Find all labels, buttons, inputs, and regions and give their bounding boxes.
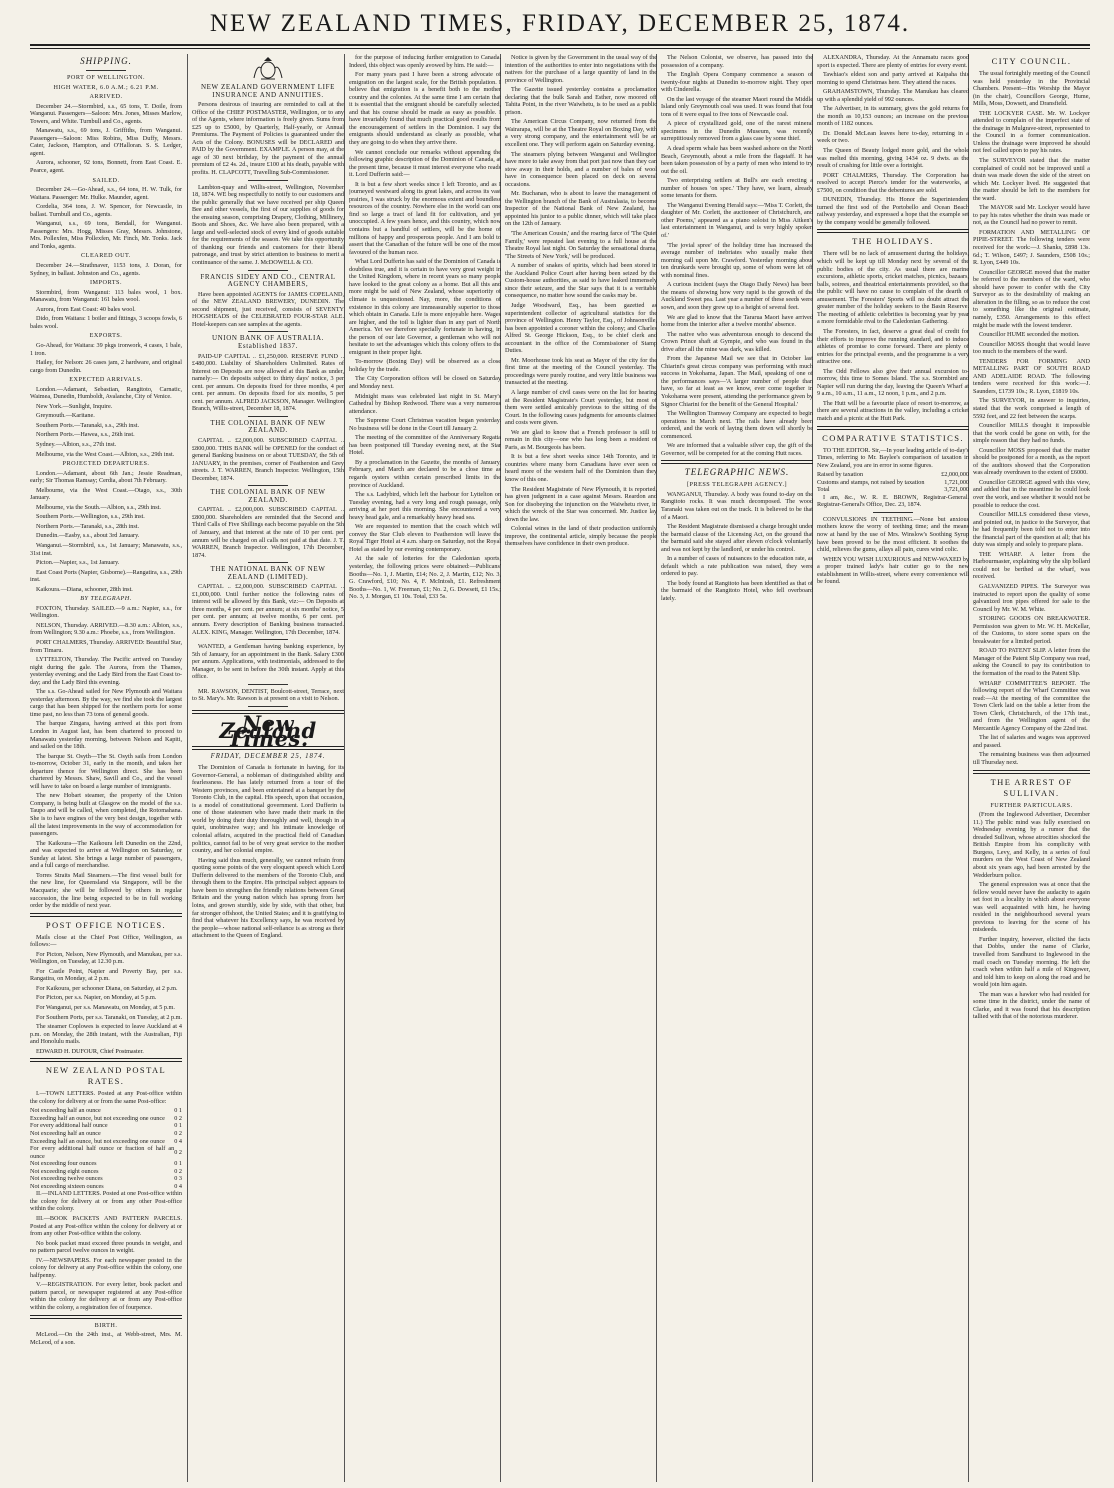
rate-price: 0 1: [174, 1122, 182, 1130]
council-paragraph: Councillor GEORGE agreed with this view, and added that in the meantime he could look over the work, and see whether it would not be possible to reduce the cost.: [973, 478, 1090, 509]
post-notice: For Southern Ports, per s.s. Taranaki, on Tuesday, at 2 p.m.: [36, 1013, 182, 1021]
news-paragraph: The Nelson Colonist, we observe, has passed into the possession of a company.: [661, 54, 813, 69]
telegraph-entry: PORT CHALMERS, Thursday. ARRIVED: Beautiful Star, from Timaru.: [30, 639, 182, 654]
telegraph-entry: LYTTELTON, Thursday. The Pacific arrived on Tuesday night during the gale. The Aurora, from the Thames, yesterday evening; and the Lady Bird from the East Coast to-day; and the Lady Bird this evening.: [30, 656, 182, 686]
imports-heading: IMPORTS.: [90, 279, 122, 287]
advertisement-heading: THE COLONIAL BANK OF NEW ZEALAND.: [210, 488, 326, 504]
sailed-heading: SAILED.: [92, 176, 120, 184]
news-paragraph: For many years past I have been a strong advocate of emigration on the largest scale, for the British population. I believe that emigration is a benefit both to the mother country and the colonies. At the same time I am certain that it is essential that the emigrant should be carefully selected, and that his course should be made as easy as possible. I have invariably found that much practical good results from the encouragement of settlers in the Dominion. I say the emigrants should understand as clearly as possible, what they are going to do when they arrive there.: [349, 71, 501, 147]
telegram-paragraph: The Advertiser, in its summary, gives the gold returns for the month as 10,153 ounces; an increase on the previous month of 1182 ounces.: [817, 105, 969, 128]
import-entry: Stormbird, from Wanganui: 113 bales wool, 1 box. Manawatu, from Wanganui: 161 bales wool.: [30, 288, 182, 304]
divider: [86, 70, 126, 71]
news-paragraph: The Wellington Tramway Company are expected to begin operations in March next. The rails have already been ordered, and the work of laying them down will shortly be commenced.: [661, 410, 813, 440]
expected-entry: Southern Ports.—Taranaki, s.s., 29th inst.: [36, 421, 140, 429]
rate-row: [30, 1183, 182, 1191]
holidays-heading: THE HOLIDAYS.: [852, 236, 934, 247]
leading-article: [192, 764, 344, 940]
telegraph-list: [30, 605, 182, 686]
news-paragraph: What Lord Dufferin has said of the Dominion of Canada is doubtless true, and it is certain to have very great weight in the United Kingdom, where in recent years so many people have looked to the great colony as a home. But all this and more might be said of New Zealand, whose superiority of climate is unquestioned. Nay, more, the conditions of existence in this colony are immeasurably superior to those which obtain in Canada. Life is more enjoyable here. Wages are higher, and the toil is lighter than in any part of North America. Yet we therefore specially fortunate in having, in the person of our late Governor, a gentleman who will not hesitate to set the advantages which this colony offers to the emigrant in their proper light.: [349, 258, 501, 356]
council-paragraph: The SURVEYOR, in answer to inquiries, stated that the work comprised a length of 5592 feet, and 22 feet between the scarps.: [973, 397, 1090, 420]
council-paragraph: THE LOCKYER CASE. Mr. W. Lockyer attended to complain of the imperfect state of the drainage in Mulgrave-street, represented to the Council in a former communication. Unless the drainage were improved he should not feel called upon to pay his rates.: [973, 109, 1090, 155]
rate-price: 0 1: [174, 1107, 182, 1115]
holidays-paragraph: The Foresters, in fact, deserve a great deal of credit for their efforts to improve the running standard, and to induce athletes of promise to come forward. There are plenty of entries for the principal events, and the programme is a very attractive one.: [817, 327, 969, 366]
rate-price: 0 2: [174, 1114, 182, 1122]
holidays-paragraph: The Hutt will be a favourite place of resort to-morrow, as there are several attractions in the valley, including a cricket match and a picnic at the Hutt Park.: [817, 399, 969, 422]
council-paragraph: GALVANIZED PIPES. The Surveyor was instructed to report upon the quality of some galvanized iron pipes offered for sale to the Council by Mr. W. M. White.: [973, 583, 1090, 613]
arrest-article: [973, 811, 1090, 1021]
rates-note: IV.—NEWSPAPERS. For each newspaper posted in the colony for delivery at any Post-office within the colony, one halfpenny.: [30, 1256, 182, 1279]
rate-item: Not exceeding half an ounce: [30, 1129, 101, 1137]
advertisement-body: CAPITAL .. £2,000,000. SUBSCRIBED CAPITAL .. £1,000,000. Until further notice the following rates of interest will be allowed by this Bank, viz:— On Deposits at three months, 4 per cent. per annum; at six months' notice, 5 per cent. per annum; at twelve months, 6 per cent. per annum. Every description of Banking business transacted. ALEX. KING, Manager. Wellington, 17th December, 1874.: [192, 583, 344, 636]
press-agency: [PRESS TELEGRAPH AGENCY.]: [686, 481, 788, 489]
departure-entry: Northern Ports.—Taranaki, s.s., 28th inst.: [36, 522, 140, 530]
rate-item: For every additional half ounce or fraction of half an ounce: [30, 1145, 175, 1160]
rate-row: [30, 1175, 182, 1183]
editorial-continued: [349, 54, 501, 601]
rate-row: [30, 1145, 182, 1160]
news-paragraph: The Supreme Court Christmas vacation began yesterday. No business will be done in the Court till January 2.: [349, 417, 501, 432]
postal-rates-table: [30, 1107, 182, 1190]
news-paragraph: 'The American Cousin,' and the roaring farce of 'The Quiet Family,' were repeated last evening to a full house at the Theatre Royal last night. On Saturday the sensational drama, 'The Streets of New York,' will be produced.: [505, 230, 657, 260]
news-paragraph: It is but a few short weeks since 14th Toronto, and in countries where many born Canadians have ever seen or heard more of the western half of the Dominion than they know of this one.: [505, 453, 657, 483]
column-divider: [344, 54, 345, 1482]
council-paragraph: Councillor GEORGE moved that the matter be referred to the members of the ward, who should have power to confer with the City Surveyor as to the desirability of making an alteration in the filling, so as to reduce the cost to something like the original estimate, namely, £350. Arrangements to this effect might be made with the lowest tenderer.: [973, 268, 1090, 329]
divider: [248, 684, 288, 685]
expected-entry: Melbourne, via the West Coast.—Albion, s.s., 29th inst.: [36, 450, 175, 458]
statistics-row: [817, 486, 969, 494]
statistics-value: 1,721,000: [944, 478, 969, 486]
arrived-list: [30, 103, 182, 175]
telegram-paragraph: GRAHAMSTOWN, Thursday. The Manukau has cleared up with a splendid yield of 992 ounces.: [817, 88, 969, 103]
departure-entry: East Coast Ports (Napier, Gisborne).—Rangatira, s.s., 29th inst.: [30, 568, 182, 584]
advertisement-heading: UNION BANK OF AUSTRALIA. Established 1837.: [211, 334, 324, 350]
divider: [248, 639, 288, 640]
rates-note: V.—REGISTRATION. For every letter, book packet and pattern parcel, or newspaper registered at any Post-office within the colony for delivery at or from any Post-office within the colony, a registration fee of fourpence.: [30, 1281, 182, 1312]
news-paragraph: We are glad to know that a French professor is still to remain in this city—one who has long been a resident of Paris, as M. Bourgeois has been.: [505, 428, 657, 451]
council-paragraph: Councillor MILLS thought it impossible that the work could be gone on with, for the simple reason that they had no funds.: [973, 422, 1090, 445]
arrest-heading: THE ARREST OF SULLIVAN.: [990, 776, 1073, 798]
rate-item: Not exceeding half an ounce: [30, 1107, 101, 1115]
advertisement-body: PAID-UP CAPITAL .. £1,250,000. RESERVE FUND .. £480,000. Liability of Shareholders Unlimited. Rates of Interest on Deposits are now allowed at this Bank as under, namely:— On deposits subject to thirty days' notice, 3 per cent. per annum. On deposits fixed for three months, 4 per cent. per annum. On deposits fixed for six months, 5 per cent. per annum. ALFRED JACKSON, Manager. Wellington Branch, Willis-street, December 18, 1874.: [192, 352, 344, 413]
newspaper-masthead: NEW ZEALAND TIMES, FRIDAY, DECEMBER 25, 1874.: [209, 10, 911, 37]
rate-item: For every additional half ounce: [30, 1122, 108, 1130]
column-1: [30, 54, 182, 1482]
news-paragraph: 'The jovial spree' of the holiday time has increased the average number of inebriates who usually make their morning call upon Mr. Crawford. Yesterday morning about ten drunkards were brought up, some of whom were let off with nominal fines.: [661, 241, 813, 279]
advertisement-heading: THE COLONIAL BANK OF NEW ZEALAND.: [210, 418, 326, 435]
council-paragraph: Councillor MOSS proposed that the matter should be postponed for a month, as the report of the auditors showed that the Corporation was already overdrawn to the extent of £6000.: [973, 446, 1090, 477]
expected-heading: EXPECTED ARRIVALS.: [69, 376, 143, 384]
news-paragraph: We are informed that a valuable silver cup, the gift of the Governor, will be competed for at the coming Hutt races.: [661, 442, 813, 457]
divider: [248, 562, 288, 563]
birth-notice: McLeod.—On the 24th inst., at Webb-street, Mrs. M. McLeod, of a son.: [30, 1331, 182, 1346]
divider: [248, 331, 288, 332]
port-heading: PORT OF WELLINGTON.: [66, 74, 146, 81]
departure-entry: Kaikoura.—Diana, schooner, 28th inst.: [36, 585, 133, 593]
post-notice: For Picton, Nelson, New Plymouth, and Manukau, per s.s. Wellington, on Tuesday, at 12.30 p.m.: [30, 950, 182, 966]
city-council-report: [973, 70, 1090, 767]
arrival-entry: Aurora, schooner, 92 tons, Bonnett, from East Coast. E. Pearce, agent.: [30, 159, 182, 175]
rate-price: 0 2: [174, 1129, 182, 1137]
exports-list: [30, 342, 182, 374]
divider: [248, 485, 288, 486]
news-paragraph: A curious incident (says the Otago Daily News) has been the means of showing how very rapid is the growth of the Auckland Sweet pea. Last year a number of these seeds were sown, and soon they grew up to a height of several feet.: [661, 281, 813, 311]
projected-heading: PROJECTED DEPARTURES.: [62, 460, 150, 468]
advertisement-body: WANTED, a Gentleman having banking experience, by 5th of January, for an appointment in the Bank. Salary £300 per annum. Applications, with testimonials, addressed to the Manager, to be sent in before the 30th instant. Apply at this office.: [192, 643, 344, 681]
notice-paragraph: CONVULSIONS IN TEETHING.—None but anxious mothers know the worry of teething time; and the means now at hand by the use of Mrs. Winslow's Soothing Syrup have been proved to be the most efficient. It soothes the child, relieves the gums, allays all pain, cures wind colic.: [817, 515, 969, 554]
notice-paragraph: WHEN YOU WISH LUXURIOUS and NEW-WAXED by a proper trained lady's hair cutter go to the new establishment in Willis-street, where every convenience will be found.: [817, 555, 969, 586]
news-paragraph: The native who was adventurous enough to descend the Crown Prince shaft at Gympie, and who was found in the drive after all the mine was dark, was killed.: [661, 330, 813, 353]
council-paragraph: TENDERS FOR FORMING AND METALLING PART OF SOUTH ROAD AND ADELAIDE ROAD. The following tenders were received for this work:—J. Saunders, £1739 10s.; R. Lyon, £1819 10s.: [973, 357, 1090, 395]
news-paragraph: The City Corporation offices will be closed on Saturday and Monday next.: [349, 375, 501, 390]
advertisement-heading: FRANCIS SIDEY AND CO., CENTRAL AGENCY CHAMBERS,: [200, 272, 336, 289]
divider: [873, 512, 913, 513]
expected-list: [30, 386, 182, 458]
news-items: [661, 54, 813, 457]
telegram-paragraph: In a number of cases of nuisances to the education rate, as default which a rate publication was raised, they were ordered to pay.: [661, 555, 813, 578]
column-4: [505, 54, 657, 1482]
city-council-heading: CITY COUNCIL.: [991, 56, 1072, 66]
advertisement-body: Have been appointed AGENTS for JAMES COPELAND, of the NEW ZEALAND BREWERY, DUNEDIN. The second shipment, just received, consists of SEVENTY HOGSHEADS of the CELEBRATED FOUR-STAR ALE. Hotel-keepers can see samples at the agents.: [192, 290, 344, 328]
news-paragraph: A number of snakes of spirits, which had been stored in the Auckland Police Court after having been seized by the Custom-house authorities, as said to have leaked immensely since their seizure, and the Star says that it is a veritable consequence, no matter how sound the casks may be.: [505, 262, 657, 300]
column-6: [817, 54, 969, 1482]
statistics-item: Raised by taxation: [817, 471, 864, 479]
rate-price: 0 4: [174, 1137, 182, 1145]
notices: [817, 516, 969, 586]
advertisement: [192, 335, 344, 416]
advertisement: [192, 489, 344, 563]
projected-list: [30, 470, 182, 594]
masthead-rule: [30, 44, 1090, 46]
holidays-paragraph: The Odd Fellows also give their annual excursion to-morrow, this time to Somes Island. The s.s. Stormbird and Napier will run during the day, leaving the Queen's Wharf at 9 a.m., 10 a.m., 11 a.m., 12 noon, 1 p.m., and 2 p.m.: [817, 367, 969, 398]
divider: [248, 706, 288, 707]
divider: [248, 416, 288, 417]
statistics-table: [817, 471, 969, 494]
council-paragraph: Councillor HUME seconded the motion.: [979, 331, 1080, 339]
departure-entry: Melbourne, via the South.—Albion, s.s., 29th inst.: [36, 503, 161, 511]
news-paragraph: We are glad to know that the Tararua Maori have arrived home from the interior after a twelve months' absence.: [661, 313, 813, 329]
export-entry: Go-Ahead, for Waitara: 39 pkgs ironwork, 4 cases, 1 bale, 1 iron.: [30, 341, 182, 357]
rates-note: No book packet must exceed three pounds in weight, and no pattern parcel twelve ounces in weight.: [30, 1239, 182, 1255]
news-paragraph: From the Japanese Mail we see that in October last Chiarini's great circus company was performing with much success in Yokohama, Japan. The Mail, speaking of one of the performances says—'A larger number of people than have, so far at least as we know, ever come together in Yokohama were present, attending the performance given by Signor Chiarini for the benefit of the General Hospital.': [661, 355, 813, 408]
arrival-entry: Manawatu, s.s., 69 tons, J. Griffiths, from Wanganui. Passengers—Saloon: Miss Robins, Miss Duffy, Messrs. Cater, Jackson, Hampton, and O'Halloran. S. S. Ledger, agent.: [30, 127, 182, 157]
divider: [248, 180, 288, 181]
divider: [30, 1315, 182, 1319]
news-paragraph: The English Opera Company commence a season of twenty-four nights at Dunedin to-morrow night. They open with Cinderella.: [661, 71, 813, 94]
advertisement: [192, 420, 344, 486]
exports-heading: EXPORTS.: [89, 332, 123, 340]
export-entry: Hailey, for Nelson: 26 cases jam, 2 hardware, and original cargo from Dunedin.: [30, 359, 182, 374]
divider: [248, 270, 288, 271]
council-paragraph: Councillor MOSS thought that would leave too much to the members of the ward.: [973, 340, 1090, 356]
cleared-list: [30, 262, 182, 277]
statistics-item: Customs and stamps, not raised by taxation: [817, 478, 925, 486]
editorial-dateline: FRIDAY, DECEMBER 25, 1874.: [210, 752, 326, 760]
expected-entry: New York.—Sunlight, Inquire.: [36, 402, 113, 410]
divider: [661, 460, 813, 464]
council-paragraph: The remaining business was then adjourned till Thursday next.: [973, 751, 1090, 767]
shipping-news-item: The new Hobart steamer, the property of the Union Company, is being built at Glasgow on the model of the s.s. Taupo and will be called, when completed, the Rotomahana. She is to have engines of the very best design, together with all the latest improvements in the way of accommodation for passengers.: [30, 792, 182, 838]
rate-item: Exceeding half an ounce, but not exceeding one ounce: [30, 1114, 165, 1122]
news-paragraph: Midnight mass was celebrated last night in St. Mary's Cathedral by Bishop Redwood. There was a very numerous attendance.: [349, 392, 501, 415]
departure-entry: Dunedin.—Easby, s.s., about 3rd January.: [36, 532, 140, 540]
arrival-entry: December 24.—Stormbird, s.s., 65 tons, T. Doile, from Wanganui. Passengers—Saloon: Mrs. Jones, Misses Marlow, Towers, and White. Turnbull and Co., agents.: [30, 102, 182, 125]
rate-row: [30, 1160, 182, 1168]
statistics-value: £2,000,000: [941, 471, 969, 479]
rate-price: 0 3: [174, 1175, 182, 1183]
departure-entry: London.—Adamant, about 6th Jan.; Jessie Readman, early; Sir Thomas Ramsay; Cerdia, about 7th February.: [30, 469, 182, 485]
advertisements: [192, 84, 344, 707]
advertisement: [192, 184, 344, 271]
masthead-rule-thin: [30, 48, 1090, 49]
post-notice: For Kaikoura, per schooner Diana, on Saturday, at 2 p.m.: [36, 984, 178, 992]
sailing-entry: Wanganui, s.s., 69 tons, Bendall, for Wanganui. Passengers: Mrs. Hogg, Misses Gray, Messrs. Johnstone, Mrs. Pollexfen, Miss Pollexfen, Mr. Finch, Mr. Tonks. Jack and Tonks, agents.: [30, 220, 182, 250]
council-paragraph: WHARF COMMITTEE'S REPORT. The following report of the Wharf Committee was read:—At the meeting of the committee the Town Clerk laid on the table a letter from the Town Clerk, Christchurch, of the 17th inst., and from the Wellington agent of the Mercantile Agency Company of the 22nd inst.: [973, 679, 1090, 732]
advertisement: [192, 643, 344, 685]
shipping-heading: SHIPPING.: [80, 56, 132, 66]
advertisement-body: CAPITAL .. £2,000,000. SUBSCRIBED CAPITAL .. £800,000. Shareholders are reminded that the Second and Third Calls of Five Shillings each become payable on the 5th of January, and that interest at the rate of 10 per cent. per annum will be charged on all calls not paid at that date. J. T. WARREN, Branch Inspector. Wellington, 17th December, 1874.: [192, 506, 344, 559]
advertisement: [192, 274, 344, 333]
sailing-entry: December 24.—Go-Ahead, s.s., 64 tons, H. W. Tulk, for Waitara. Passenger: Mr. Hulke. Maunder, agent.: [30, 186, 182, 201]
newspaper-nameplate: New Zealand Times.: [219, 710, 317, 752]
column-7: [973, 54, 1090, 1482]
sailing-entry: Cordelia, 364 tons, J. W. Spencer, for Newcastle, in ballast. Turnbull and Co., agents.: [30, 203, 182, 218]
column-2: [192, 54, 344, 1482]
telegraphic-news-heading: TELEGRAPHIC NEWS.: [684, 467, 790, 478]
import-entry: Aurora, from East Coast: 40 bales wool.: [36, 305, 136, 313]
news-paragraph: Mr. Buchanan, who is about to leave the management of the Wellington branch of the Bank of Australasia, to become Inspector of the National Bank of New Zealand, has appointed his junior to a public dinner, which will take place on the 12th of January.: [505, 190, 657, 228]
statistics-row: [817, 479, 969, 487]
departure-entry: Picton.—Napier, s.s., 1st January.: [36, 559, 120, 567]
rate-item: Not exceeding four ounces: [30, 1160, 97, 1168]
divider: [30, 1058, 182, 1062]
arrest-subheading: FURTHER PARTICULARS.: [990, 801, 1073, 809]
advertisement: [192, 688, 344, 707]
royal-crest-icon: [249, 56, 287, 82]
arrest-paragraph: The man was a hawker who had resided for some time in the district, under the name of Clarke, and it was found that his description tallied with that of the notorious murderer.: [973, 990, 1090, 1021]
news-paragraph: The meeting of the committee of the Anniversary Regatta has been postponed till Tuesday evening next, at the Star Hotel.: [349, 434, 501, 457]
advertisement-body: CAPITAL .. £2,000,000. SUBSCRIBED CAPITAL .. £800,000. THIS BANK will be OPENED for the conduct of general Banking business on or about TUESDAY, the 5th of JANUARY, in the premises, corner of Featherston and Grey streets. J. T. WARREN, Branch Inspector. Wellington, 15th December, 1874.: [192, 436, 344, 482]
shipping-news-item: The barque Zingara, having arrived at this port from London in August last, has been chartered to proceed to Manawatu yesterday morning, between Nelson and Kapiti, and sailed on the 18th.: [30, 720, 182, 751]
departure-entry: Melbourne, via the West Coast.—Otago, s.s., 30th January.: [30, 486, 182, 502]
statistics-row: [817, 471, 969, 479]
council-paragraph: FORMATION AND METALLING OF PIPIE-STREET. The following tenders were received for the work:—J. Shanks, £898 13s. 6d.; T. Wilson, £497; J. Saunders, £508 10s.; R. Lyon, £449 10s.: [973, 228, 1090, 267]
news-paragraph: It is but a few short weeks since I left Toronto, and as I journeyed westward along its great lakes, and across its vast prairies, I was struck by the enormous extent and boundless resources of the country. Nowhere else in the world can one find so large a tract of land fit for cultivation, and yet unoccupied. A few years hence, and this country, which now contains but a handful of settlers, will be the home of millions of happy and prosperous people. And I am bold to assert that the Canadian of the future will be one of the most favoured of the human race.: [349, 180, 501, 256]
telegraphic-news: [661, 491, 813, 603]
expected-entry: Northern Ports.—Hawea, s.s., 26th inst.: [36, 431, 135, 439]
holidays-paragraph: There will be no lack of amusement during the holidays, which will be kept up till Monday next by several of the public bodies of the city. As usual there are marine excursions, athletic sports, cricket matches, picnics, bazaars, balls, soirees, and theatrical entertainments provided, so that the public will have no cause to complain of the dearth of amusement. The Foresters' Sports will no doubt attract the greater number of the holiday seekers to the Basin Reserve. The meeting of athletic celebrities is becoming year by year a more formidable rival to the Caledonian Gathering.: [817, 250, 969, 326]
expected-entry: Greymouth.—Karitane.: [36, 412, 95, 420]
comparative-statistics-heading: COMPARATIVE STATISTICS.: [822, 432, 964, 443]
rate-row: [30, 1107, 182, 1115]
imports-list: [30, 289, 182, 331]
rate-price: 0 2: [174, 1167, 182, 1175]
high-water: HIGH WATER, 6.0 A.M.; 6.21 P.M.: [53, 83, 159, 91]
expected-entry: London.—Adamant, Sebastian, Rangitoto, Carnatic, Waimea, Dunedin, Humboldt, Avalanche, City of Venice.: [30, 385, 182, 401]
rates-note: II.—INLAND LETTERS. Posted at one Post-office within the colony for delivery at or from any other Post-office within the colony.: [30, 1190, 182, 1213]
rate-row: [30, 1115, 182, 1123]
council-paragraph: THE WHARF. A letter from the Harbourmaster, explaining why the slip bollard could not be berthed at the wharf, was received.: [973, 550, 1090, 581]
news-paragraph: We cannot conclude our remarks without appending the following graphic description of the Dominion of Canada, at the present time, because it must interest everyone who reads it. Lord Dufferin said:—: [349, 148, 501, 179]
telegraph-entry: FOXTON, Thursday. SAILED.—9 a.m.: Napier, s.s., for Wellington.: [30, 604, 182, 620]
news-paragraph: Colonial wines in the land of their production uniformly improve, the continental article, simply because the people themselves have confidence in their own produce.: [505, 525, 657, 548]
post-notice: For Wanganui, per s.s. Manawatu, on Monday, at 5 p.m.: [36, 1003, 175, 1011]
comparative-signature: I am, &c., W. R. E. BROWN, Registrar-General. Registrar-General's Office, Dec. 23, 1874.: [817, 493, 969, 509]
arrest-paragraph: The general expression was at once that the fellow would never have the audacity to again set foot in a locality in which about everyone was well acquainted with him, he having resided in the neighbourhood several years previous to leaving for the scene of his misdeeds.: [973, 881, 1090, 934]
post-notice: EDWARD H. DUFOUR, Chief Postmaster.: [36, 1047, 144, 1055]
rate-item: Not exceeding twelve ounces: [30, 1175, 103, 1183]
news-paragraph: The steamers plying between Wanganui and Wellington have more to take away from that port just now than they can stow away in their holds, and a number of bales of wool have in consequence been placed on deck on several occasions.: [505, 150, 657, 188]
telegram-paragraph: The Queen of Beauty lodged more gold, and the whole was melted this morning, giving 1434 oz. 9 dwts. as the result of crushing for little over a fortnight.: [817, 147, 969, 170]
news-paragraph: for the purpose of inducing further emigration to Canada. Indeed, this object was openly avowed by him. He said:—: [349, 54, 501, 69]
divider: [30, 913, 182, 917]
advertisement: [192, 566, 344, 640]
rate-price: 0 2: [174, 1148, 182, 1156]
rates-note: III.—BOOK PACKETS AND PATTERN PARCELS. Posted at any Post-office within the colony for delivery at or from any other Post-office within the colony.: [30, 1215, 182, 1238]
advertisement-body: Persons desirous of insuring are reminded to call at the Office of the CHIEF POSTMASTER, Wellington, or to any of the Agents, where information is freely given. Sums from £25 up to £5000, by Quarterly, Half-yearly, or Annual Premiums. The Payment of Policies is guaranteed under the Acts of the Colony. BONUSES will be DECLARED and PAID by the Government. EXAMPLE. A person may, at the age of 30 next birthday, by the payment of the annual premium of £2 4s. 2d., insure £100 at his death, payable with profits. H. CLAPCOTT, Travelling Sub-Commissioner.: [192, 101, 344, 177]
shipping-news-item: The Kaikoura—The Kaikoura left Dunedin on the 22nd, and was expected to arrive at Wellington on Saturday, or Sunday at latest. She brings a large number of passengers, and a full cargo of merchandise.: [30, 839, 182, 870]
post-office-heading: POST OFFICE NOTICES.: [45, 919, 167, 930]
telegram-paragraph: DUNEDIN, Thursday. His Honor the Superintendent turned the first sod of the Portobello and Ocean Beach railway yesterday, and expressed a hope that the example set by the company would be generally followed.: [817, 196, 969, 226]
news-paragraph: The Resident Magistrate of New Plymouth, it is reported, has given judgment in a case against Messrs. Reardon and Son for disobeying the injunction on the Waiwhetu river, in which the wreck of the Star was concerned. Mr. Justice lay down the law.: [505, 485, 657, 523]
column-3: [349, 54, 501, 1482]
cleared-entry: December 24.—Strathnaver, 1153 tons, J. Doran, for Sydney, in ballast. Johnston and Co., agents.: [30, 262, 182, 277]
rate-row: [30, 1138, 182, 1146]
arrest-paragraph: Further inquiry, however, elicited the facts that Dobbs, under the name of Clarke, travelled from Sandhurst to Inglewood in the mail coach on Tuesday morning. He left the coach when within half a mile of Kingower, and told him to keep on along the road and he would join him again.: [973, 935, 1090, 989]
departure-entry: Southern Ports.—Wellington, s.s., 29th inst.: [36, 513, 145, 521]
telegram-paragraph: PORT CHALMERS, Thursday. The Corporation has resolved to accept Pierce's tender for the waterworks, at £7500, on condition that the debentures are sold.: [817, 171, 969, 194]
news-paragraph: A dead sperm whale has been washed ashore on the North Beach, Greymouth, about a mile from the flagstaff. It has been taken possession of by a party of men who intend to try out the oil.: [661, 145, 813, 175]
council-paragraph: Councillor MILLS considered these views, and pointed out, in justice to the Surveyor, that he had frequently been told not to enter into the financial part of the question at all; that his duty was simply and solely to prepare plans.: [973, 511, 1090, 549]
news-paragraph: The American Circus Company, now returned from the Wairarapa, will be at the Theatre Royal on Boxing Day, with a very strong company, and the entertainment will be an excellent one. They will perform again on Saturday evening.: [505, 118, 657, 149]
post-notice: The steamer Coplowes is expected to leave Auckland at 4 p.m. on Monday, the 28th instant, with the Australian, Fiji and Honolulu mails.: [30, 1023, 182, 1046]
arrived-heading: ARRIVED.: [89, 93, 123, 101]
council-paragraph: ROAD TO PATENT SLIP. A letter from the Manager of the Patent Slip Company was read, asking the Council to pay its contribution to the formation of the road to the Patent Slip.: [973, 647, 1090, 678]
telegram-paragraph: The body found at Rangitoto has been identified as that of the barmaid of the Rangitoto Hotel, who fell overboard lately.: [661, 579, 813, 602]
leader-paragraph: The Dominion of Canada is fortunate in having, for its Governor-General, a nobleman of distinguished ability and fearlessness. He has lately returned from a tour of the Western provinces, and been entertained at a banquet by the Toronto Club, in the capital. His speech, upon that occasion, is a model of constitutional government. Lord Dufferin is one of those statesmen who have made their mark in the world by doing their duty thoroughly and well, though in a quiet, unobtrusive way; and his intimate knowledge of colonial affairs, acquired in the practical field of Canadian politics, cannot fail to be of very great service to the mother country, and her colonial empire.: [192, 764, 344, 855]
council-paragraph: The SURVEYOR stated that the matter complained of could not be improved until a drain was made down the side of the street on which Mr. Lockyer lived. He suggested that the matter should be left to the members for the ward.: [973, 157, 1090, 202]
shipping-news-item: The barque St. Osyth—The St. Osyth sails from London to-morrow, October 31, early in the month, and takes her departure thence for Wellington direct. She has been chartered by Messrs. Shaw, Savill and Co., and the vessel will have to take on board a large number of immigrants.: [30, 752, 182, 790]
column-divider: [187, 54, 188, 1482]
telegram-paragraph: WANGANUI, Thursday. A body was found to-day on the Rangitoto rocks. It was much decomposed. The wood Taranaki was taken out on the track. It is believed to be that of a Maori.: [661, 490, 813, 521]
advertisement-heading: THE NATIONAL BANK OF NEW ZEALAND (LIMITED).: [210, 565, 326, 581]
rate-item: Not exceeding eight ounces: [30, 1167, 99, 1175]
arrest-paragraph: (From the Inglewood Advertiser, December 11.) The public mind was fully exercised on Wednesday evening by a rumor that the dreaded Sullivan, whose atrocities shocked the British Empire from his complicity with Burgess, Levy, and Kelly, in a series of foul murders on the West Coast of New Zealand about six years ago, had been arrested by the Wedderburn police.: [973, 811, 1090, 879]
news-paragraph: A piece of crystallized gold, one of the rarest mineral specimens in the Dunedin Museum, was recently surreptitiously removed from a glass case by some thief.: [661, 120, 813, 143]
postal-rates-heading: NEW ZEALAND POSTAL RATES.: [45, 1065, 167, 1087]
rate-price: 0 1: [174, 1160, 182, 1168]
shipping-news: [30, 688, 182, 909]
post-notice: For Picton, per s.s. Napier, on Monday, at 5 p.m.: [36, 994, 157, 1002]
news-paragraph: Judge Woodward, Esq., has been gazetted as superintendent collector of agricultural statistics for the province of Wellington. Henry Taylor, Esq., of Johnsonville, has been appointed a coroner within the colony; and Charles Alfred St. George Hickson, Esq., to be chief clerk and accountant in the office of the Commissioner of Stamp Duties.: [505, 301, 657, 355]
leader-paragraph: Having said thus much, generally, we cannot refrain from quoting some points of the very eloquent speech which Lord Dufferin delivered to the members of the Toronto Club, and through them to the Empire. His principal subject appears to have been to strengthen the friendly relations between Great Britain and the young nation which has sprung from her loins, and grown sturdily, side by side, with that other, but far stronger offshoot, the United States; and it is gratifying to find that whatever his Excellency says, he was received by the people—whose national self-reliance is as strong as their attachment to the Queen of England.: [192, 856, 344, 940]
telegram-paragraph: Tawhiao's eldest son and party arrived at Kaipaha this morning to spend Christmas here. They attend the races.: [817, 71, 969, 86]
divider: [973, 770, 1090, 774]
holidays-article: [817, 250, 969, 422]
news-paragraph: The s.s. Ladybird, which left the harbour for Lyttelton on Tuesday evening, had a very long and rough passage, only arriving at her port this morning. She encountered a very heavy head gale, and a remarkably heavy head sea.: [349, 491, 501, 521]
shipping-news-item: Torres Straits Mail Steamers.—The first vessel built for the new line, for Queensland via Singapore, will be the Macquarie; she will be followed by others in regular succession, the line being expected to be in full working order by the middle of next year.: [30, 871, 182, 910]
rates-intro: I.—TOWN LETTERS. Posted at any Post-office within the colony for delivery at or from the same Post-office:: [30, 1090, 182, 1105]
comparative-intro: TO THE EDITOR. Sir,—In your leading article of to-day's Times, referring to Mr. Baylee's comparison of taxation in New Zealand, you are in error in some figures.: [817, 446, 969, 469]
sailed-list: [30, 186, 182, 250]
rate-row: [30, 1130, 182, 1138]
column-5: [661, 54, 813, 1482]
council-paragraph: STORING GOODS ON BREAKWATER. Permission was given to Mr. W. H. McKellar, of the Customs, to store some spars on the breakwater for a limited period.: [973, 615, 1090, 645]
divider: [817, 426, 969, 430]
departure-entry: Wanganui.—Stormbird, s.s., 1st January; Manawatu, s.s., 31st inst.: [30, 541, 182, 557]
telegram-paragraph: Dr. Donald McLean leaves here to-day, returning in a week or two.: [817, 129, 969, 145]
advertisement-body: MR. RAWSON, DENTIST, Boulcott-street, Terrace, next to St. Mary's. Mr. Rawson is at present on a visit to Nelson.: [192, 687, 344, 703]
post-notice: Mails close at the Chief Post Office, Wellington, as follows:—: [30, 933, 182, 949]
advertisement-heading: NEW ZEALAND GOVERNMENT LIFE INSURANCE AND ANNUITIES.: [201, 83, 335, 99]
telegram-paragraph: The Resident Magistrate dismissed a charge brought under the barmaid clause of the Licensing Act, on the ground that the barmaid said she stayed after eleven o'clock voluntarily, and was not kept by the landlord, or under his control.: [661, 523, 813, 553]
cleared-heading: CLEARED OUT.: [81, 252, 131, 260]
news-paragraph: Notice is given by the Government in the usual way of the intention of the authorities to enter into negotiations with the natives for the purchase of a large quantity of land in the province of Wellington.: [505, 54, 657, 84]
rate-item: Not exceeding sixteen ounces: [30, 1182, 104, 1190]
council-paragraph: The usual fortnightly meeting of the Council was held yesterday in the Provincial Chambers. Present—His Worship the Mayor (in the chair), Councillors George, Hume, Mills, Moss, Dowsett, and Dransfield.: [973, 70, 1090, 108]
postal-rates-notes: [30, 1190, 182, 1311]
rate-row: [30, 1168, 182, 1176]
telegraph-continued: [817, 54, 969, 226]
news-paragraph: Two enterprising settlers at Bull's are each erecting a number of houses 'on spec.' They have, we learn, already some tenants for them.: [661, 177, 813, 200]
telegraph-heading: BY TELEGRAPH.: [80, 595, 132, 603]
telegram-paragraph: ALEXANDRA, Thursday. At the Annamatu races good sport is expected. There are plenty of entries for every event.: [817, 54, 969, 69]
news-paragraph: Mr. Moorhouse took his seat as Mayor of the city for the first time at the meeting of the Council yesterday. The proceedings were purely routine, and very little business was transacted at the meeting.: [505, 356, 657, 387]
post-notice: For Castle Point, Napier and Poverty Bay, per s.s. Rangatira, on Monday, at 2 p.m.: [30, 967, 182, 983]
news-paragraph: We are requested to mention that the coach which will convey the Star Club eleven to Featherston will leave the Royal Tiger Hotel at 4 a.m. sharp on Saturday, not the Royal Hotel as stated by our evening contemporary.: [349, 523, 501, 553]
divider: [817, 229, 969, 233]
news-paragraph: A large number of civil cases were on the list for hearing at the Resident Magistrate's Court yesterday, but most of them were settled amicably previous to the sitting of the Court. In the following cases judgments for amounts claimed and costs were given.: [505, 388, 657, 427]
news-paragraph: The Gazette issued yesterday contains a proclamation declaring that the bulk Sarah and Esther, now moored off Tahita Point, in the river Waiwhetu, is to be used as a public prison.: [505, 86, 657, 116]
local-news: [505, 54, 657, 548]
expected-entry: Sydney.—Albion, s.s., 27th inst.: [36, 440, 117, 448]
statistics-value: 3,721,000: [944, 486, 969, 494]
rate-item: Exceeding half an ounce, but not exceeding one ounce: [30, 1137, 165, 1145]
statistics-item: Total: [817, 486, 830, 494]
news-paragraph: The Wanganui Evening Herald says:—'Miss T. Corlett, the daughter of Mr. Corlett, the auctioneer of Christchurch, and other Poems,' appeared as a piano soloist in Miss Aitken's last entertainment in Wanganui, and is very highly spoken of.': [661, 201, 813, 240]
council-paragraph: The MAYOR said Mr. Lockyer would have to pay his rates whether the drain was made or not, as the Council had no power to remit.: [973, 204, 1090, 227]
news-paragraph: By a proclamation in the Gazette, the months of January, February, and March are declared to be a close time as regards oysters within certain prescribed limits in the province of Auckland.: [349, 458, 501, 489]
telegraph-entry: NELSON, Thursday. ARRIVED.—8.30 a.m.: Albion, s.s., from Wellington; 9.30 a.m.: Phoebe, s.s., from Wellington.: [30, 621, 182, 637]
import-entry: Dido, from Waitara: 1 boiler and fittings, 3 scoops fowls, 6 bales wool.: [30, 315, 182, 330]
birth-heading: BIRTH.: [94, 1321, 118, 1329]
advertisement: [192, 84, 344, 181]
post-office-notices: [30, 934, 182, 1056]
news-paragraph: On the last voyage of the steamer Maori round the Middle Island only Greymouth coal was used. It was found that four tons of it were equal to five tons of Newcastle coal.: [661, 95, 813, 118]
rate-row: [30, 1122, 182, 1130]
news-paragraph: At the sale of lotteries for the Caledonian sports, yesterday, the following prices were obtained:—Publicans' Booths—No. 1, J. Martin, £14; No. 2, J. Martin, £12; No. 3, G. Crawford, £10; No. 4, F. McIntosh, £1. Refreshment Booths—No. 1, W. Freeman, £1; No. 2, G. Dowsett, £1 15s.; No. 3, J. Morgan, £1 10s. Total, £33 5s.: [349, 555, 501, 601]
news-paragraph: To-morrow (Boxing Day) will be observed as a close holiday by the trade.: [349, 358, 501, 373]
shipping-news-item: The s.s. Go-Ahead sailed for New Plymouth and Waitara yesterday afternoon. By the way, we find she took the largest cargo that has been shipped for the northern ports for some time past, no less than 73 tons of general goods.: [30, 688, 182, 718]
council-paragraph: The list of salaries and wages was approved and passed.: [973, 734, 1090, 749]
advertisement-body: Lambton-quay and Willis-street, Wellington, November 18, 1874. WE beg respectfully to notify to our customers and the public generally that we have received per ship Queen Bee and other vessels, the first of our supplies of goods for the ensuing season, comprising Drapery, Clothing, Millinery, Boots and Shoes, &c. We have also been prepared, with a large and well-selected stock of every kind of goods suitable for the requirements of the season. We take this opportunity of thanking our friends and customers for their liberal patronage, and trust by strict attention to business to merit a continuance of the same. J. McDOWELL & CO.: [192, 183, 344, 267]
rate-price: 0 4: [174, 1182, 182, 1190]
